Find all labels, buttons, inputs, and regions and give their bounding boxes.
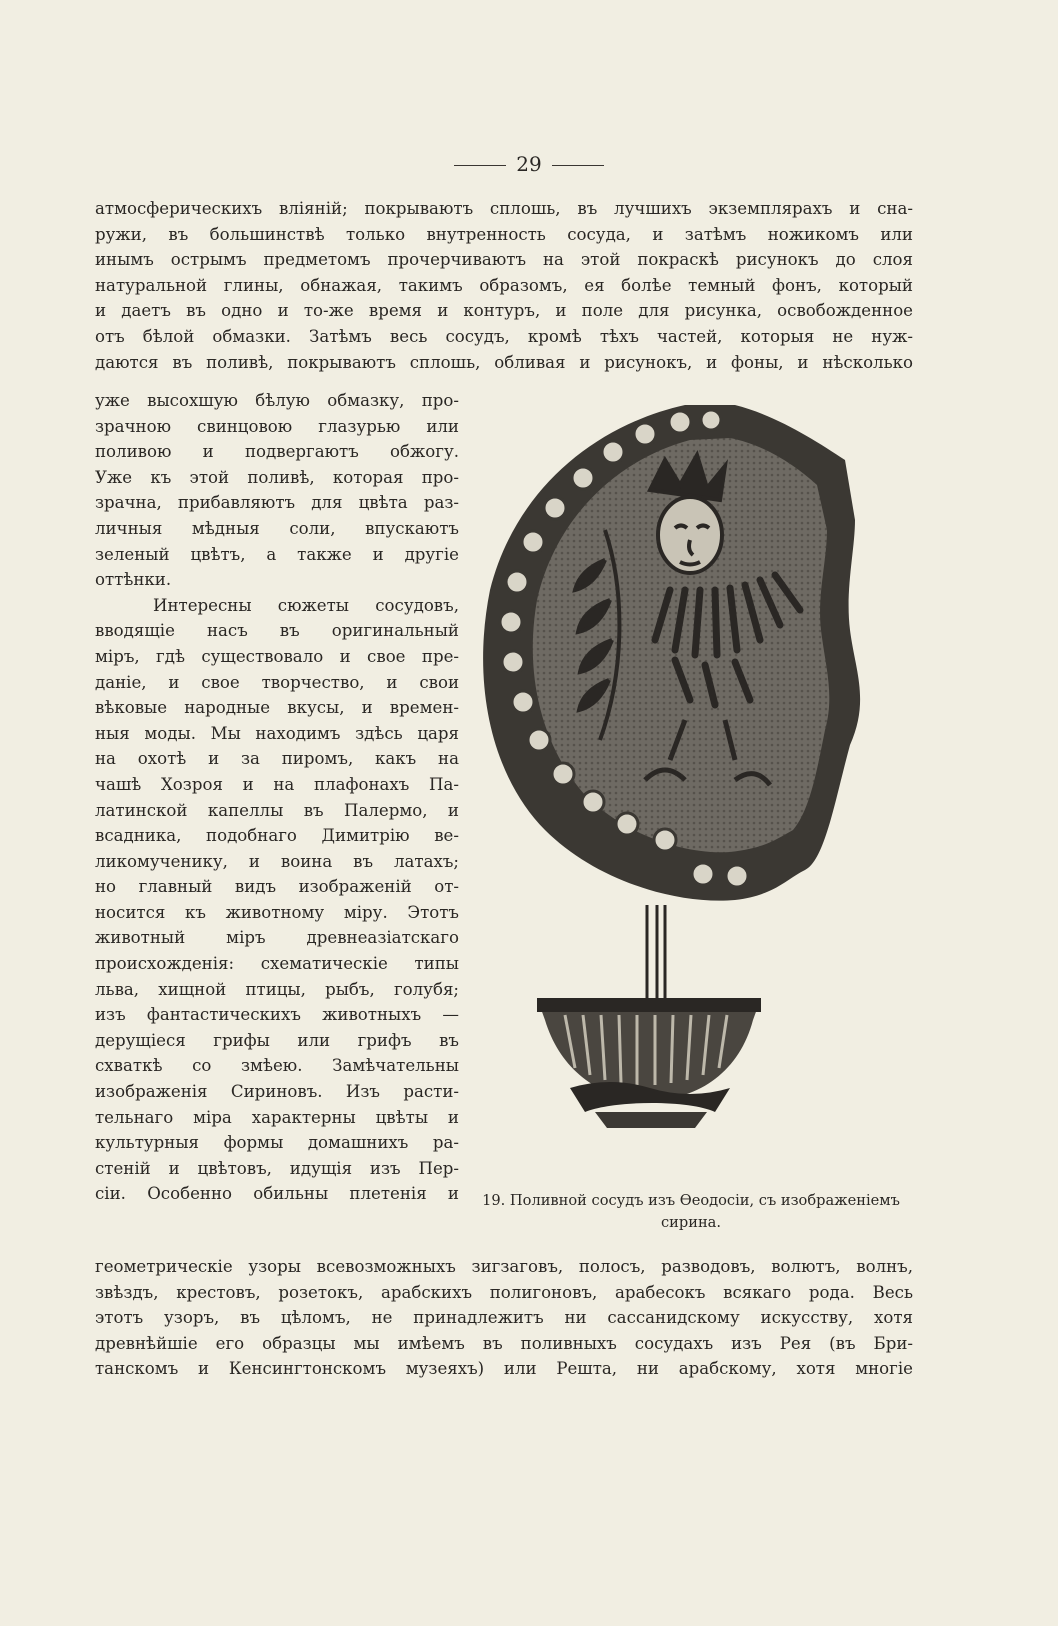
text-line: оттѣнки. [95, 570, 172, 590]
left-column-text [95, 388, 459, 1207]
text-line: этотъ узоръ, въ цѣломъ, не принадлежитъ ни сассанидскому искусству, хотя [95, 1308, 913, 1328]
text-line: изъ фантастическихъ животныхъ — [95, 1005, 459, 1025]
text-line: даніе, и свое творчество, и свои [95, 672, 459, 692]
text-line: всадника, подобнаго Димитрію ве- [95, 826, 459, 846]
figure-caption [462, 1190, 920, 1234]
text-line: зрачною свинцовою глазурью или [95, 416, 459, 436]
text-line: атмосферическихъ вліяній; покрываютъ сплошь, въ лучшихъ экземплярахъ и сна- [95, 199, 913, 218]
text-line: культурныя формы домашнихъ ра- [95, 1133, 459, 1153]
vessel-figure [475, 400, 915, 1190]
text-line: льва, хищной птицы, рыбъ, голубя; [95, 979, 459, 999]
caption-line-1: 19. Поливной сосудъ изъ Ѳеодосіи, съ изображеніемъ [482, 1192, 900, 1209]
text-line: міръ, гдѣ существовало и свое пре- [95, 646, 459, 666]
text-line: вводящіе насъ въ оригинальный [95, 621, 459, 641]
text-line: инымъ острымъ предметомъ прочерчиваютъ на этой покраскѣ рисунокъ до слоя [95, 250, 913, 270]
bottom-paragraph [95, 1254, 913, 1382]
text-line: личныя мѣдныя соли, впускаютъ [95, 518, 459, 538]
page-number [0, 152, 1058, 176]
text-line: отъ бѣлой обмазки. Затѣмъ весь сосудъ, кромѣ тѣхъ частей, которыя не нуж- [95, 326, 913, 346]
text-line: на охотѣ и за пиромъ, какъ на [95, 749, 459, 769]
text-line: ружи, въ большинствѣ только внутренность сосуда, и затѣмъ ножикомъ или [95, 224, 913, 244]
text-line: ныя моды. Мы находимъ здѣсь царя [95, 723, 459, 743]
left-rule [454, 165, 506, 166]
text-line: тельнаго міра характерны цвѣты и [95, 1107, 459, 1127]
text-line: изображенія Сириновъ. Изъ расти- [95, 1082, 459, 1102]
caption-line-2: сирина. [660, 1214, 722, 1231]
text-line: танскомъ и Кенсингтонскомъ музеяхъ) или Решта, ни арабскому, хотя многіе [95, 1359, 913, 1379]
text-line: стеній и цвѣтовъ, идущія изъ Пер- [95, 1158, 459, 1178]
text-line: чашѣ Хозроя и на плафонахъ Па- [95, 774, 459, 794]
text-line: ликомученику, и воина въ латахъ; [95, 851, 459, 871]
text-line: но главный видъ изображеній от- [95, 877, 459, 897]
text-line: древнѣйшіе его образцы мы имѣемъ въ поливныхъ сосудахъ изъ Рея (въ Бри- [95, 1333, 913, 1353]
text-line: сіи. Особенно обильны плетенія и [95, 1184, 459, 1204]
text-line: геометрическіе узоры всевозможныхъ зигзаговъ, полосъ, разводовъ, волютъ, волнъ, [95, 1257, 913, 1276]
vessel-illustration-icon [475, 400, 915, 1190]
text-line: уже высохшую бѣлую обмазку, про- [95, 391, 459, 410]
text-line: животный міръ древнеазіатскаго [95, 928, 459, 948]
text-line: даются въ поливѣ, покрываютъ сплошь, обливая и рисунокъ, и фоны, и нѣсколько [95, 352, 913, 372]
text-line: Интересны сюжеты сосудовъ, [153, 595, 459, 615]
text-line: происхожденія: схематическіе типы [95, 954, 459, 974]
text-line: Уже къ этой поливѣ, которая про- [95, 467, 459, 487]
text-line: дерущіеся грифы или грифъ въ [95, 1030, 459, 1050]
right-rule [552, 165, 604, 166]
text-line: натуральной глины, обнажая, такимъ образомъ, ея болѣе темный фонъ, который [95, 275, 913, 295]
text-line: зрачна, прибавляютъ для цвѣта раз- [95, 493, 459, 513]
text-line: схваткѣ со змѣею. Замѣчательны [95, 1056, 459, 1076]
text-line: звѣздъ, крестовъ, розетокъ, арабскихъ полигоновъ, арабесокъ всякаго рода. Весь [95, 1282, 913, 1302]
page-number-text: 29 [516, 152, 542, 176]
text-line: вѣковые народные вкусы, и времен- [95, 698, 459, 718]
text-line: латинской капеллы въ Палермо, и [95, 800, 459, 820]
text-line: и даетъ въ одно и то-же время и контуръ, и поле для рисунка, освобожденное [95, 301, 913, 321]
text-line: поливою и подвергаютъ обжогу. [95, 442, 459, 462]
text-line: носится къ животному міру. Этотъ [95, 902, 459, 922]
top-paragraph [95, 196, 913, 375]
text-line: зеленый цвѣтъ, а также и другіе [95, 544, 459, 564]
